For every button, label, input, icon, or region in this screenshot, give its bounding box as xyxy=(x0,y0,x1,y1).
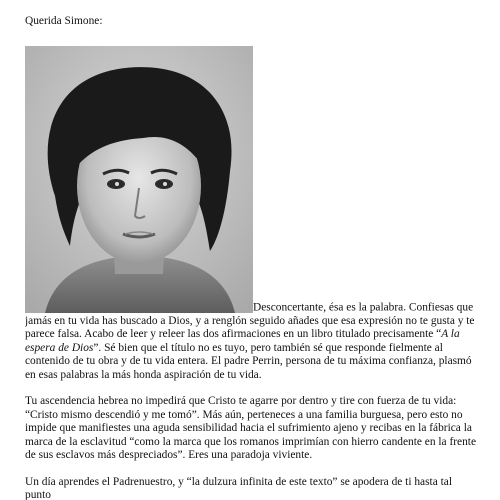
paragraph-2: Tu ascendencia hebrea no impedirá que Cristo te agarre por dentro y tire con fuerza de tu vida: “Cristo mismo descendió y me tomó”. Más aún, perteneces a una familia burguesa, pero esto no impide que manifiestes una aguda sensibilidad hacia el sufrimiento ajeno y recibas en la fábrica la marca de la esclavitud “como la marca que los romanos imprimían con hierro candente en la frente de sus esclavos más despreciados”. Eres una paradoja viviente. xyxy=(25,395,477,462)
paragraph-1-text-a: Desconcertante, ésa es la palabra. Confiesas que jamás en tu vida has buscado a Dios, y a renglón seguido añades que esa expresión no te gusta y te parece falsa. Acabo de leer y releer las dos afirmaciones en un libro titulado precisamente “ xyxy=(25,301,475,341)
salutation: Querida Simone: xyxy=(25,15,103,27)
paragraph-1-text-b: ”. Sé bien que el título no es tuyo, pero también sé que responde fielmente al contenido de tu obra y de tu vida entera. El padre Perrin, persona de tu máxima confianza, plasmó en esas palabras la más honda aspiración de tu vida. xyxy=(25,341,472,381)
book-title: A la espera de Dios xyxy=(25,328,460,354)
paragraph-3: Un día aprendes el Padrenuestro, y “la dulzura infinita de este texto” se apodera de ti hasta tal punto xyxy=(25,475,452,500)
letter-body xyxy=(25,46,480,500)
paragraph-1 xyxy=(25,46,480,382)
portrait-photo xyxy=(25,46,253,313)
letter-page xyxy=(25,0,480,500)
